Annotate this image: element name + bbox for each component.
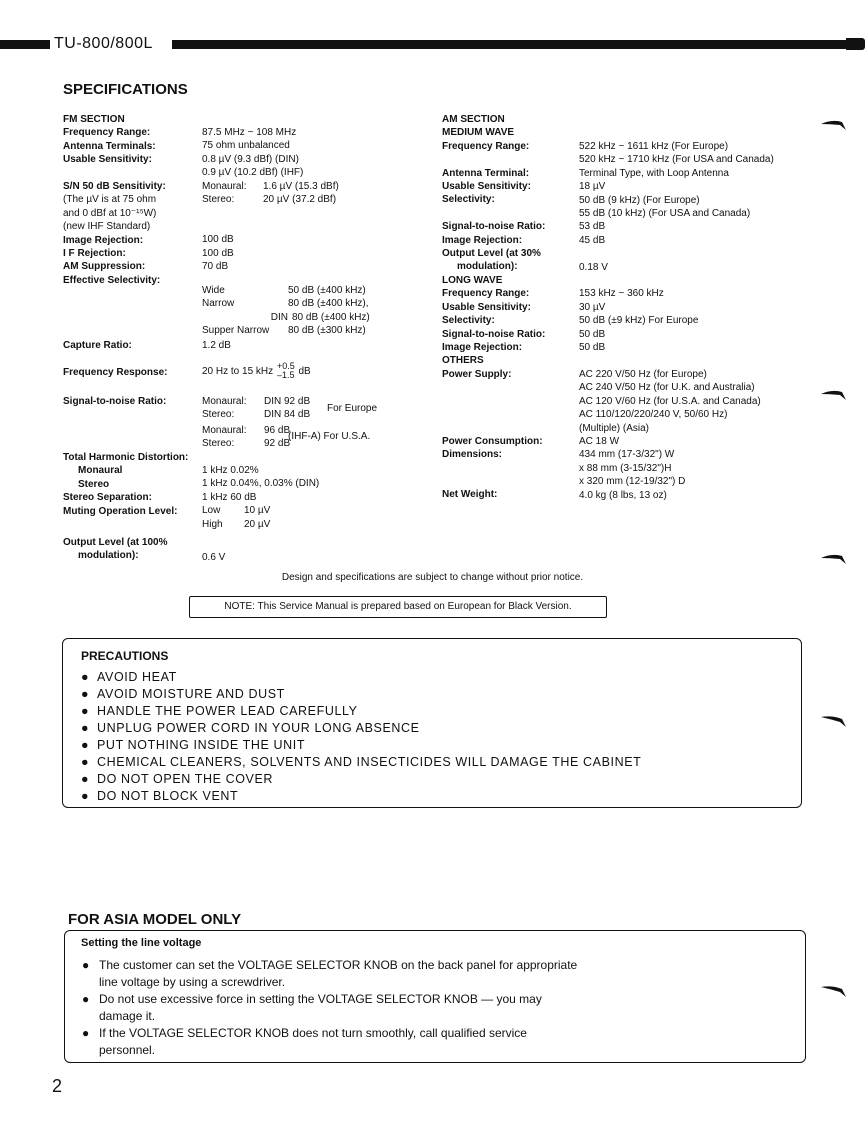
fm-eff-sel-supper — [202, 324, 366, 337]
am-lw-sn-label: Signal-to-noise Ratio: — [442, 328, 546, 340]
asia-list — [82, 957, 577, 1059]
am-lw-freq-label: Frequency Range: — [442, 288, 530, 300]
fm-capture-label: Capture Ratio: — [63, 340, 132, 351]
binder-mark-icon — [820, 388, 850, 404]
fm-muting-high-label: High — [202, 518, 223, 530]
am-mw-heading: MEDIUM WAVE — [442, 127, 515, 139]
am-output-label2: modulation): — [457, 261, 518, 273]
fm-eff-sel-supper-label: Supper Narrow — [202, 325, 270, 336]
bullet-icon: ● — [81, 772, 90, 786]
bullet-icon: ● — [82, 992, 90, 1006]
fm-image-rej-label: Image Rejection: — [63, 234, 144, 246]
others-dimensions-value-0: 434 mm (17-3/32") W — [579, 449, 675, 461]
fm-sn-mono1-label: Monaural: — [202, 396, 247, 407]
fm-if-rej-value: 100 dB — [202, 247, 234, 259]
fm-separation-label: Stereo Separation: — [63, 492, 152, 504]
fm-freq-resp-tolerance — [277, 362, 295, 380]
bullet-icon: ● — [81, 789, 90, 803]
others-power-value-0: AC 220 V/50 Hz (for Europe) — [579, 368, 707, 380]
fm-capture-value: 1.2 dB — [202, 340, 231, 351]
binder-mark-icon — [820, 118, 850, 134]
fm-freq-resp-label: Frequency Response: — [63, 367, 168, 378]
fm-sn50-stereo-value: 20 µV (37.2 dBf) — [263, 194, 337, 206]
fm-sn50-mono-value: 1.6 µV (15.3 dBf) — [263, 180, 339, 192]
fm-eff-sel-wide-value: 50 dB (±400 kHz) — [288, 285, 366, 296]
am-usable-label: Usable Sensitivity: — [442, 181, 531, 193]
am-output-label1: Output Level (at 30% — [442, 248, 541, 260]
fm-freq-resp-lower: –1.5 — [276, 370, 295, 381]
fm-values — [202, 126, 339, 273]
asia-item — [82, 957, 577, 974]
fm-sn-mono2-value: 96 dB — [264, 424, 291, 436]
am-antenna-label: Antenna Terminal: — [442, 167, 530, 179]
service-note: NOTE: This Service Manual is prepared based on European for Black Version. — [189, 596, 607, 618]
fm-sn-europe: For Europe — [327, 403, 378, 414]
asia-item-text: If the VOLTAGE SELECTOR KNOB does not turn smoothly, call qualified service — [99, 1026, 527, 1040]
others-heading: OTHERS — [442, 355, 484, 367]
fm-usable-label: Usable Sensitivity: — [63, 154, 152, 166]
fm-usable-value2: 0.9 µV (10.2 dBf) (IHF) — [202, 167, 304, 179]
fm-muting-label: Muting Operation Level: — [63, 505, 178, 517]
am-usable-value: 18 µV — [579, 181, 606, 193]
am-lw-freq-value: 153 kHz ~ 360 kHz — [579, 288, 664, 300]
am-image-value: 45 dB — [579, 234, 606, 246]
am-lw-sel-label: Selectivity: — [442, 315, 495, 327]
am-lw-usable-label: Usable Sensitivity: — [442, 301, 531, 313]
fm-sn-stereo1-label: Stereo: — [202, 409, 235, 421]
binder-mark-icon — [820, 713, 850, 729]
fm-eff-sel-supper-value: 80 dB (±300 kHz) — [288, 325, 366, 336]
fm-image-rej-value: 100 dB — [202, 234, 234, 246]
others-weight-value: 4.0 kg (8 lbs, 13 oz) — [579, 489, 667, 501]
bullet-icon: ● — [81, 687, 90, 701]
precaution-text: HANDLE THE POWER LEAD CAREFULLY — [97, 704, 358, 718]
fm-sn50-label: S/N 50 dB Sensitivity: — [63, 181, 166, 193]
bullet-icon: ● — [82, 958, 90, 972]
fm-sn50-note3: (new IHF Standard) — [63, 221, 151, 233]
bullet-icon: ● — [81, 704, 90, 718]
fm-if-rej-label: I F Rejection: — [63, 248, 126, 260]
fm-sn50-mono — [202, 180, 339, 193]
precaution-item — [81, 669, 641, 686]
fm-sn50-stereo-label: Stereo: — [202, 194, 235, 206]
fm-freq-resp-unit: dB — [298, 366, 311, 377]
fm-sn50-note1: (The µV is at 75 ohm — [63, 194, 157, 206]
asia-subtitle: Setting the line voltage — [81, 937, 202, 949]
header-bar-left — [0, 40, 50, 49]
precaution-text: AVOID MOISTURE AND DUST — [97, 687, 285, 701]
fm-sn-mono2-label: Monaural: — [202, 424, 247, 436]
asia-item-cont: damage it. — [99, 1009, 156, 1023]
precaution-item — [81, 771, 641, 788]
am-selectivity-value2: 55 dB (10 kHz) (For USA and Canada) — [579, 208, 751, 220]
header-bar-cap — [846, 38, 865, 50]
precaution-item — [81, 788, 641, 805]
fm-sn-usa: (IHF-A) For U.S.A. — [288, 431, 371, 442]
precaution-text: PUT NOTHING INSIDE THE UNIT — [97, 738, 306, 752]
binder-mark-icon — [820, 983, 850, 999]
fm-thd-stereo-label: Stereo — [78, 478, 110, 490]
fm-usable-value1: 0.8 µV (9.3 dBf) (DIN) — [202, 153, 299, 165]
fm-sn-stereo2-value: 92 dB — [264, 438, 291, 450]
asia-item-text: Do not use excessive force in setting the VOLTAGE SELECTOR KNOB — you may — [99, 992, 542, 1006]
bullet-icon: ● — [81, 670, 90, 684]
asia-item-cont: line voltage by using a screwdriver. — [99, 975, 286, 989]
bullet-icon: ● — [81, 738, 90, 752]
fm-labels-lower — [63, 451, 188, 518]
precaution-text: DO NOT BLOCK VENT — [97, 789, 239, 803]
others-dimensions-value-2: x 320 mm (12-19/32") D — [579, 476, 686, 488]
fm-section-heading: FM SECTION — [63, 114, 125, 125]
precaution-item — [81, 686, 641, 703]
others-consumption-label: Power Consumption: — [442, 435, 543, 447]
fm-eff-sel-narrow — [202, 297, 369, 310]
precaution-item — [81, 737, 641, 754]
fm-values-lower — [202, 464, 319, 531]
fm-output-label1: Output Level (at 100% — [63, 537, 168, 548]
am-antenna-value: Terminal Type, with Loop Antenna — [579, 167, 729, 179]
fm-eff-sel-label: Effective Selectivity: — [63, 274, 161, 286]
am-selectivity-value1: 50 dB (9 kHz) (For Europe) — [579, 194, 700, 206]
others-power-value-4: (Multiple) (Asia) — [579, 422, 650, 434]
fm-sn50-stereo — [202, 193, 339, 206]
precaution-text: DO NOT OPEN THE COVER — [97, 772, 274, 786]
asia-item-text: The customer can set the VOLTAGE SELECTOR KNOB on the back panel for appropriate — [99, 958, 578, 972]
spec-notice: Design and specifications are subject to change without prior notice. — [281, 572, 584, 583]
fm-antenna-value: 75 ohm unbalanced — [202, 140, 290, 152]
precaution-text: CHEMICAL CLEANERS, SOLVENTS AND INSECTICIDES WILL DAMAGE THE CABINET — [97, 755, 642, 769]
am-lw-image-value: 50 dB — [579, 342, 606, 354]
fm-sn-stereo2-label: Stereo: — [202, 438, 235, 450]
bullet-icon: ● — [82, 1026, 90, 1040]
am-section-heading: AM SECTION — [442, 114, 505, 125]
fm-separation-value: 1 kHz 60 dB — [202, 491, 257, 503]
fm-am-supp-label: AM Suppression: — [63, 261, 146, 273]
asia-title: FOR ASIA MODEL ONLY — [68, 911, 242, 928]
fm-muting-high-value: 20 µV — [244, 518, 271, 530]
asia-item — [82, 1025, 577, 1042]
am-labels — [442, 113, 545, 502]
am-mw-freq-value2: 520 kHz ~ 1710 kHz (For USA and Canada) — [579, 154, 774, 166]
am-sn-label: Signal-to-noise Ratio: — [442, 221, 546, 233]
precaution-item — [81, 754, 641, 771]
header-bar-right — [172, 40, 848, 49]
others-dimensions-label: Dimensions: — [442, 449, 503, 461]
fm-output-label2: modulation): — [78, 550, 139, 562]
fm-thd-stereo-value: 1 kHz 0.04%, 0.03% (DIN) — [202, 478, 320, 490]
others-power-value-3: AC 110/120/220/240 V, 50/60 Hz) — [579, 409, 728, 421]
others-weight-label: Net Weight: — [442, 489, 498, 501]
others-power-label: Power Supply: — [442, 368, 512, 380]
fm-freq-range-value: 87.5 MHz ~ 108 MHz — [202, 127, 297, 138]
asia-item — [82, 991, 577, 1008]
model-name: TU-800/800L — [54, 35, 153, 52]
page-number: 2 — [52, 1076, 63, 1096]
fm-sn-mono1-value: DIN 92 dB — [264, 396, 311, 407]
am-mw-freq-value1: 522 kHz ~ 1611 kHz (For Europe) — [579, 141, 729, 152]
am-image-label: Image Rejection: — [442, 234, 523, 246]
fm-eff-sel-din-value: 80 dB (±400 kHz) — [292, 312, 370, 323]
others-dimensions-value-1: x 88 mm (3-15/32")H — [579, 462, 672, 474]
fm-output-value: 0.6 V — [202, 552, 226, 563]
binder-mark-icon — [820, 552, 850, 568]
fm-antenna-label: Antenna Terminals: — [63, 140, 156, 152]
page-title: SPECIFICATIONS — [63, 81, 188, 98]
am-values — [579, 140, 774, 502]
fm-eff-sel-din-label: DIN — [270, 312, 288, 323]
bullet-icon: ● — [81, 721, 90, 735]
fm-thd-label: Total Harmonic Distortion: — [63, 452, 189, 463]
precaution-item — [81, 720, 641, 737]
fm-sn50-note2: and 0 dBf at 10⁻¹⁵W) — [63, 207, 157, 219]
precaution-item — [81, 703, 641, 720]
fm-eff-sel-wide-label: Wide — [202, 285, 225, 296]
fm-output-labels — [63, 536, 167, 563]
fm-freq-resp-range: 20 Hz to 15 kHz — [202, 366, 274, 377]
asia-item-cont: personnel. — [99, 1043, 156, 1057]
fm-freq-range-label: Frequency Range: — [63, 127, 151, 139]
am-mw-freq-label: Frequency Range: — [442, 140, 530, 152]
precautions-list — [81, 669, 641, 805]
fm-muting-low-value: 10 µV — [244, 505, 271, 517]
others-power-value-1: AC 240 V/50 Hz (for U.K. and Australia) — [579, 382, 755, 394]
am-lw-image-label: Image Rejection: — [442, 341, 523, 353]
am-lw-heading: LONG WAVE — [442, 274, 503, 286]
fm-eff-sel-narrow-label: Narrow — [202, 298, 235, 309]
fm-am-supp-value: 70 dB — [202, 261, 229, 273]
am-lw-sn-value: 50 dB — [579, 328, 606, 340]
fm-labels — [63, 113, 166, 287]
fm-eff-sel-din — [202, 311, 370, 324]
fm-sn-stereo1-value: DIN 84 dB — [264, 409, 311, 421]
am-output-value: 0.18 V — [579, 261, 608, 273]
bullet-icon: ● — [81, 755, 90, 769]
precaution-text: AVOID HEAT — [97, 670, 177, 684]
am-selectivity-label: Selectivity: — [442, 194, 495, 206]
precaution-text: UNPLUG POWER CORD IN YOUR LONG ABSENCE — [97, 721, 420, 735]
fm-thd-mono-label: Monaural — [78, 465, 123, 477]
precautions-title: PRECAUTIONS — [81, 649, 169, 663]
others-consumption-value: AC 18 W — [579, 435, 620, 447]
fm-eff-sel-wide — [202, 284, 366, 297]
fm-sn50-mono-label: Monaural: — [202, 180, 247, 192]
am-lw-usable-value: 30 µV — [579, 301, 606, 313]
fm-freq-resp-value — [202, 360, 311, 384]
fm-thd-mono-value: 1 kHz 0.02% — [202, 465, 259, 476]
am-lw-sel-value: 50 dB (±9 kHz) For Europe — [579, 315, 699, 327]
am-sn-value: 53 dB — [579, 221, 606, 233]
fm-freq-resp-upper: +0.5 — [276, 361, 295, 372]
fm-eff-sel-narrow-value: 80 dB (±400 kHz), — [288, 298, 369, 309]
fm-sn-ratio-label: Signal-to-noise Ratio: — [63, 396, 167, 407]
others-power-value-2: AC 120 V/60 Hz (for U.S.A. and Canada) — [579, 395, 761, 407]
fm-muting-low-label: Low — [202, 505, 221, 517]
